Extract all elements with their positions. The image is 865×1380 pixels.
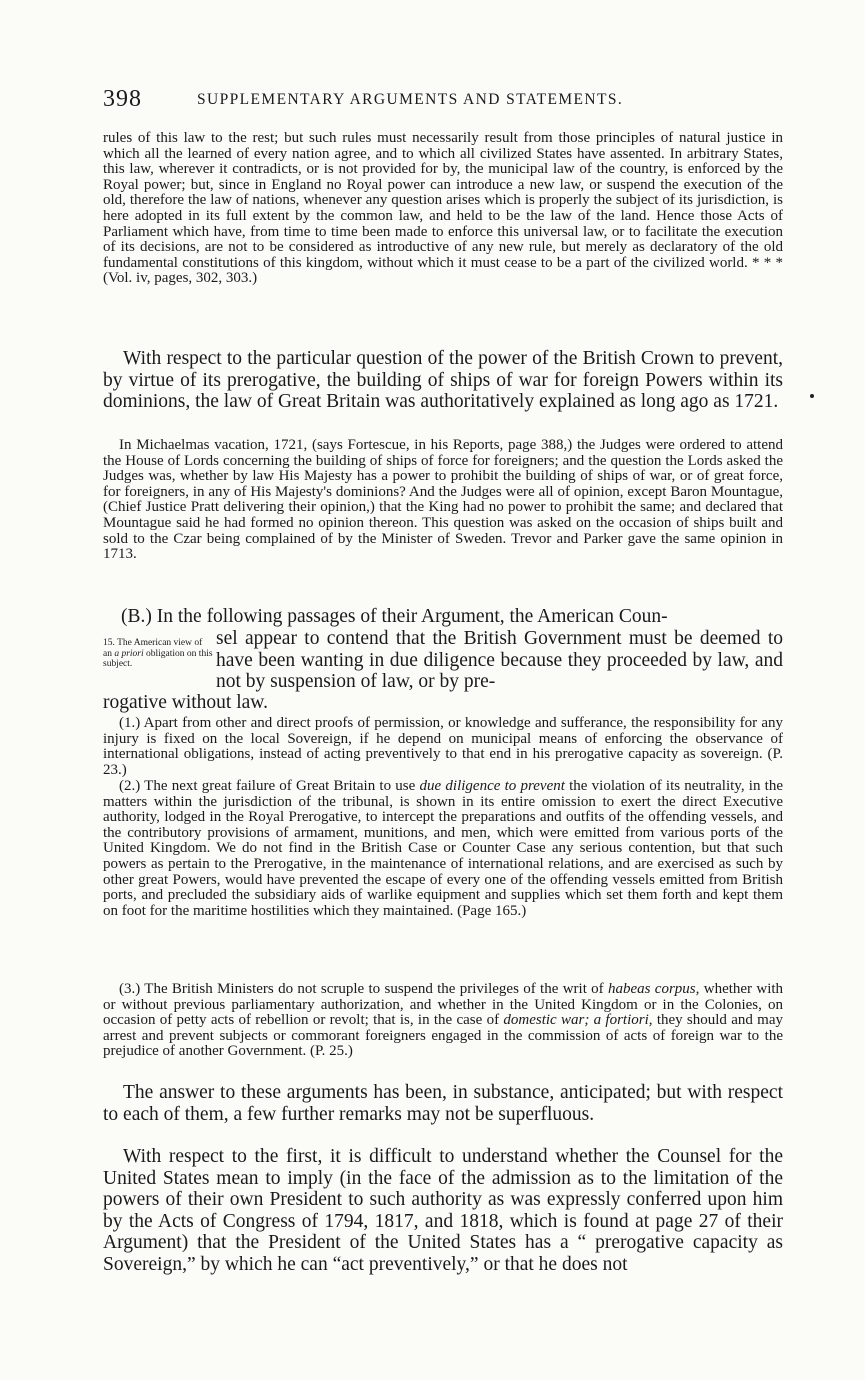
page-header [103,86,783,114]
body-paragraph-first-argument: With respect to the first, it is difficult to understand whether the Counsel for the United States mean to imply (in the face of the admission as to the limitation of the powers of their own President to such authority as was expressly conferred upon him by the Acts of Congress of 1794, 1817, and 1818, which is found at page 27 of their Argument) that the President of the United States has a “ prerogative capacity as Sovereign,” by which he can “act preventively,” or that he does not [103,1146,783,1275]
margin-note [103,638,213,670]
body-paragraph-1721: With respect to the particular question of the power of the British Crown to prevent, by virtue of its prerogative, the building of ships of war for foreign Powers within its dominions, the law of Great Britain was authoritatively explained as long ago as 1721. [103,348,783,413]
section-b-wrapped-text: sel appear to contend that the British Government must be deemed to have been wanting in due diligence because they proceeded by law, and not by suspension of law, or by pre- [216,628,783,693]
quote-2 [103,779,783,919]
quote-3-italic-2: domestic war; a fortiori, [503,1012,653,1029]
fortescue-quote: In Michaelmas vacation, 1721, (says Fortescue, in his Reports, page 388,) the Judges were ordered to attend the House of Lords concerning the building of ships of force for foreigners; and the question the Lords asked the Judges was, whether by law His Majesty has a power to prohibit the building of ships of war, or of great force, for foreigners, in any of His Majesty's dominions? And the Judges were all of opinion, except Baron Mountague, (Chief Justice Pratt delivering their opinion,) that the King had no power to prohibit the same; and declared that Mountague said he had formed no opinion thereon. This question was asked on the occasion of ships built and sold to the Czar being complained of by the Minister of Sweden. Trevor and Parker gave the same opinion in 1713. [103,437,783,563]
quote-2-text-end: the violation of its neutrality, in the matters within the jurisdiction of the tribunal, is shown in its entire omission to exert the direct Executive authority, lodged in the Royal Prerogative, to intercept the preparations and outfits of the offending vessels, and the contributory provisions of armament, munitions, and men, which were emitted from various ports of the United Kingdom. We do not find in the British Case or Counter Case any serious contention, but that such powers as pertain to the Prerogative, in the maintenance of international relations, and are exercised as such by other great Powers, would have prevented the escape of every one of the offending vessels emitted from British ports, and precluded the subsidiary aids of warlike equipment and supplies which set them forth and kept them on foot for the maritime hostilities which they maintained. (Page 165.) [103,778,783,919]
quote-3-text-end: they should and may arrest and prevent subjects or commorant foreigners engaged in the commission of acts of foreign war to the prejudice of another Government. (P. 25.) [103,1012,783,1060]
quoted-paragraph-continued: rules of this law to the rest; but such rules must necessarily result from those principles of natural justice in which all the learned of every nation agree, and to which all civilized States have assented. In arbitrary States, this law, wherever it contradicts, or is not provided for by, the municipal law of the country, is enforced by the Royal power; but, since in England no Royal power can introduce a new law, or suspend the execution of the old, therefore the law of nations, whenever any question arises which is properly the subject of its jurisdiction, is here adopted in its full extent by the common law, and held to be the law of the land. Hence those Acts of Parliament which have, from time to time been made to enforce this universal law, or to facilitate the execution of its decisions, are not to be considered as introductive of any new rule, but merely as declaratory of the old fundamental constitutions of this kingdom, without which it must cease to be a part of the civilized world. * * * (Vol. iv, pages, 302, 303.) [103,130,783,287]
margin-note-text-end: obligation on this subject. [103,648,213,670]
quote-3-italic-1: habeas corpus, [608,981,700,997]
section-b-last-line: rogative without law. [103,692,268,713]
quote-3-text: (3.) The British Ministers do not scruple to suspend the privileges of the writ of [119,981,604,997]
margin-note-italic: a priori [114,648,144,659]
margin-note-number: 15. [103,638,115,648]
section-b-first-line [103,606,783,628]
section-b-line1-text: In the following passages of their Argument, the American Coun- [156,606,668,627]
quote-3 [103,982,783,1060]
quote-1: (1.) Apart from other and direct proofs of permission, or knowledge and sufferance, the responsibility for any injury is fixed on the local Sovereign, if he depend on municipal means of enforcing the observance of international obligations, instead of acting preventively to that end in his prerogative capacity as sovereign. (P. 23.) [103,715,783,778]
page-number: 398 [103,86,142,112]
running-title: SUPPLEMENTARY ARGUMENTS AND STATEMENTS. [197,91,624,108]
margin-note-text: The American view of an [103,638,203,659]
section-b-label: (B.) [121,606,152,627]
quote-2-text: (2.) The next great failure of Great Britain to use [119,778,416,794]
quote-2-italic: due diligence to prevent [419,778,565,794]
body-paragraph-answer: The answer to these arguments has been, in substance, anticipated; but with respect to each of them, a few further remarks may not be superfluous. [103,1082,783,1125]
quote-3-text-mid: whether with or without previous parliamentary authorization, and whether in the United Kingdom or in the Colonies, on occasion of petty acts of rebellion or revolt; that is, in the case of [103,981,784,1029]
stray-mark [810,394,814,398]
